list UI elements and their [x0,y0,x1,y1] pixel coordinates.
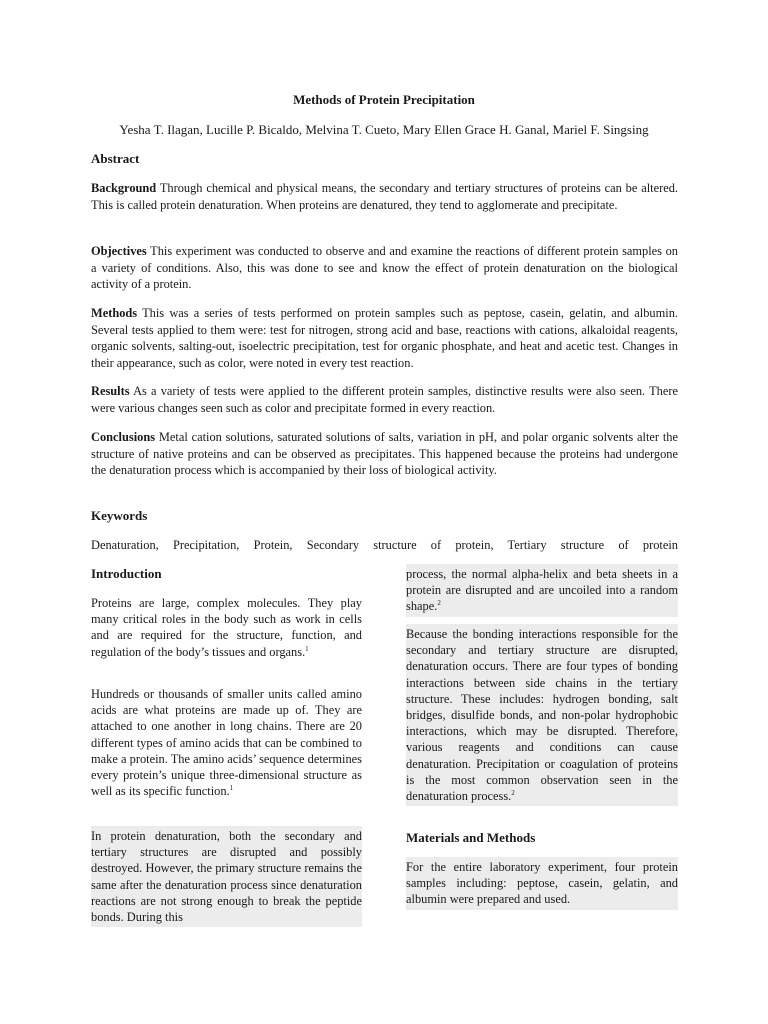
intro-p1-ref: 1 [305,644,309,653]
intro-paragraph-1 [91,595,362,660]
objectives-text: This experiment was conducted to observe and and examine the reactions of different protein samples on a variety of conditions. Also, this was done to see and know the effect of protein denaturation on the biological activity of a protein. [91,244,678,292]
methods-text: This was a series of tests performed on protein samples such as peptose, casein, gelatin, and albumin. Several tests applied to them were: test for nitrogen, strong acid and base, reactions with cations, alkaloidal reagents, organic solvents, salting-out, isoelectric precipitation, test for organic phosphate, and heat and acetic test. Changes in their appearance, such as color, were noted in every test reaction. [91,306,678,370]
intro-paragraph-3-continued [406,564,678,617]
abstract-background [91,180,678,213]
abstract-methods [91,305,678,371]
background-label: Background [91,181,157,195]
conclusions-text: Metal cation solutions, saturated solutions of salts, variation in pH, and polar organic solvents alter the structure of native proteins and can be observed as precipitates. This happened because the proteins had undergone the denaturation process which is accompanied by their loss of biological activity. [91,430,678,478]
intro-heading [91,566,362,582]
keywords-list [91,537,678,554]
abstract-heading-text: Abstract [91,151,140,166]
materials-p1-text: For the entire laboratory experiment, four protein samples including: peptose, casein, gelatin, and albumin were prepared and used. [406,857,678,910]
conclusions-label: Conclusions [91,430,156,444]
results-text: As a variety of tests were applied to the different protein samples, distinctive results were also seen. There were various changes seen such as color and precipitate formed in every reaction. [91,384,678,415]
intro-paragraph-2 [91,686,362,799]
paper-title: Methods of Protein Precipitation [293,92,475,107]
introduction-heading-text: Introduction [91,566,162,581]
intro-paragraph-4 [406,624,678,806]
abstract-results [91,383,678,416]
abstract-heading [91,151,678,168]
abstract-objectives [91,243,678,293]
results-label: Results [91,384,130,398]
materials-paragraph-1 [406,857,678,910]
intro-p4-text: Because the bonding interactions responsible for the secondary and tertiary structure are disrupted, denaturation occurs. There are four types of bonding interactions between side chains in the tertiary structure. These includes: hydrogen bonding, salt bridges, disulfide bonds, and non-polar hydrophobic interactions, which may be disrupted. Therefore, various reagents and conditions can cause denaturation. Precipitation or coagulation of proteins is the most common observation seen in the denaturation process. [406,627,678,804]
intro-p4-ref: 2 [511,788,515,797]
keywords-heading [91,508,678,525]
methods-label: Methods [91,306,138,320]
objectives-label: Objectives [91,244,147,258]
keywords-heading-text: Keywords [91,508,148,523]
intro-p3-text: In protein denaturation, both the secondary and tertiary structures are disrupted and possibly destroyed. However, the primary structure remains the same after the denaturation process since denaturation reactions are not strong enough to break the peptide bonds. During this [91,826,362,927]
abstract-conclusions [91,429,678,479]
author-list: Yesha T. Ilagan, Lucille P. Bicaldo, Melvina T. Cueto, Mary Ellen Grace H. Ganal, Mariel F. Singsing [119,122,649,137]
intro-p2-ref: 1 [229,784,234,793]
intro-p2-text: Hundreds or thousands of smaller units called amino acids are what proteins are made up of. They are attached to one another in long chains. There are 20 different types of amino acids that can be combined to make a protein. The amino acids’ sequence determines every protein’s unique three-dimensional structure as well as its specific function. [91,687,362,799]
background-text: Through chemical and physical means, the secondary and tertiary structures of proteins can be altered. This is called protein denaturation. When proteins are denatured, they tend to agglomerate and precipitate. [91,181,678,212]
intro-paragraph-3 [91,826,362,927]
intro-p3-ref: 2 [437,599,441,608]
intro-p3-cont-text: process, the normal alpha-helix and beta sheets in a protein are disrupted and are uncoiled into a random shape. [406,567,678,614]
materials-heading [406,830,678,846]
intro-p1-text: Proteins are large, complex molecules. They play many critical roles in the body such as work in cells and are required for the structure, function, and regulation of the body’s tissues and organs. [91,596,362,659]
keywords-text: Denaturation, Precipitation, Protein, Secondary structure of protein, Tertiary structure of protein [91,538,678,552]
materials-heading-text: Materials and Methods [406,830,536,845]
